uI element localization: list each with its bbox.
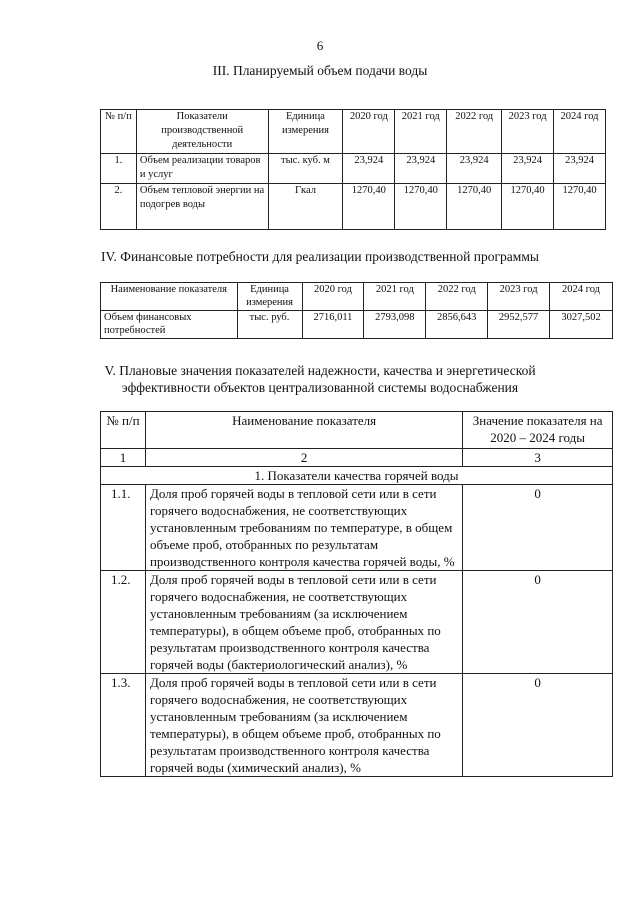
row-value: 1270,40 xyxy=(554,184,606,230)
supply-volume-table xyxy=(100,109,606,230)
row-value: 1270,40 xyxy=(447,184,502,230)
row-value: 2856,643 xyxy=(426,311,488,339)
row-value: 3027,502 xyxy=(550,311,613,339)
header-2022: 2022 год xyxy=(426,283,488,311)
header-value: Значение показателя на 2020 – 2024 годы xyxy=(463,412,613,449)
row-value: 1270,40 xyxy=(502,184,554,230)
header-name: Наименование показателя xyxy=(145,412,462,449)
row-num: 2. xyxy=(101,184,137,230)
header-name: Наименование показателя xyxy=(101,283,238,311)
row-value: 1270,40 xyxy=(343,184,395,230)
row-value: 23,924 xyxy=(554,154,606,184)
table-row xyxy=(101,674,613,777)
header-2020: 2020 год xyxy=(302,283,364,311)
row-value: 1270,40 xyxy=(395,184,447,230)
row-name: Объем реализации товаров и услуг xyxy=(136,154,268,184)
header-2024: 2024 год xyxy=(554,110,606,154)
col-number: 3 xyxy=(463,449,613,467)
header-num: № п/п xyxy=(101,412,146,449)
row-unit: тыс. руб. xyxy=(237,311,302,339)
row-value: 0 xyxy=(463,674,613,777)
header-unit: Единица измерения xyxy=(268,110,343,154)
header-unit: Единица измерения xyxy=(237,283,302,311)
header-2020: 2020 год xyxy=(343,110,395,154)
row-value: 2793,098 xyxy=(364,311,426,339)
section-5-title xyxy=(0,362,640,396)
header-2023: 2023 год xyxy=(488,283,550,311)
table-row xyxy=(101,311,613,339)
row-num: 1.1. xyxy=(101,485,146,571)
header-num: № п/п xyxy=(101,110,137,154)
col-number: 1 xyxy=(101,449,146,467)
column-number-row xyxy=(101,449,613,467)
row-text: Доля проб горячей воды в тепловой сети или в сети горячего водоснабжения, не соответствующих установленным требованиям (за исключением температуры), в общем объеме проб, отобранных по результатам производственного контроля качества горячей воды (химический анализ), % xyxy=(145,674,462,777)
row-text: Доля проб горячей воды в тепловой сети или в сети горячего водоснабжения, не соответствующих установленным требованиям по температуре, в общем объеме проб, отобранных по результатам производственного контроля качества горячей воды, % xyxy=(145,485,462,571)
row-name: Объем тепловой энергии на подогрев воды xyxy=(136,184,268,230)
section-3-title: III. Планируемый объем подачи воды xyxy=(212,63,428,78)
row-text: Доля проб горячей воды в тепловой сети или в сети горячего водоснабжения, не соответствующих установленным требованиям (за исключением температуры), в общем объеме проб, отобранных по результатам производственного контроля качества горячей воды (бактериологический анализ), % xyxy=(145,571,462,674)
row-value: 0 xyxy=(463,485,613,571)
row-num: 1. xyxy=(101,154,137,184)
row-name: Объем финансовых потребностей xyxy=(101,311,238,339)
row-value: 2952,577 xyxy=(488,311,550,339)
row-unit: Гкал xyxy=(268,184,343,230)
row-unit: тыс. куб. м xyxy=(268,154,343,184)
header-indicator: Показатели производственной деятельности xyxy=(136,110,268,154)
table-header-row xyxy=(101,283,613,311)
col-number: 2 xyxy=(145,449,462,467)
section-5-title-line1: V. Плановые значения показателей надежности, качества и энергетической xyxy=(104,363,536,378)
row-value: 0 xyxy=(463,571,613,674)
row-value: 23,924 xyxy=(395,154,447,184)
header-2022: 2022 год xyxy=(447,110,502,154)
page-number: 6 xyxy=(316,38,324,53)
quality-indicators-table xyxy=(100,411,613,777)
table-row xyxy=(101,485,613,571)
row-value: 23,924 xyxy=(343,154,395,184)
header-2024: 2024 год xyxy=(550,283,613,311)
table-row xyxy=(101,184,606,230)
row-num: 1.3. xyxy=(101,674,146,777)
header-2021: 2021 год xyxy=(395,110,447,154)
header-2023: 2023 год xyxy=(502,110,554,154)
group-title: 1. Показатели качества горячей воды xyxy=(101,467,613,485)
row-value: 2716,011 xyxy=(302,311,364,339)
row-value: 23,924 xyxy=(502,154,554,184)
group-row xyxy=(101,467,613,485)
row-num: 1.2. xyxy=(101,571,146,674)
table-header-row xyxy=(101,110,606,154)
section-5-title-line2: эффективности объектов централизованной системы водоснабжения xyxy=(121,380,519,395)
financial-needs-table xyxy=(100,282,613,339)
section-4-title: IV. Финансовые потребности для реализации производственной программы xyxy=(101,249,539,264)
header-2021: 2021 год xyxy=(364,283,426,311)
row-value: 23,924 xyxy=(447,154,502,184)
table-row xyxy=(101,571,613,674)
table-row xyxy=(101,154,606,184)
table-header-row xyxy=(101,412,613,449)
